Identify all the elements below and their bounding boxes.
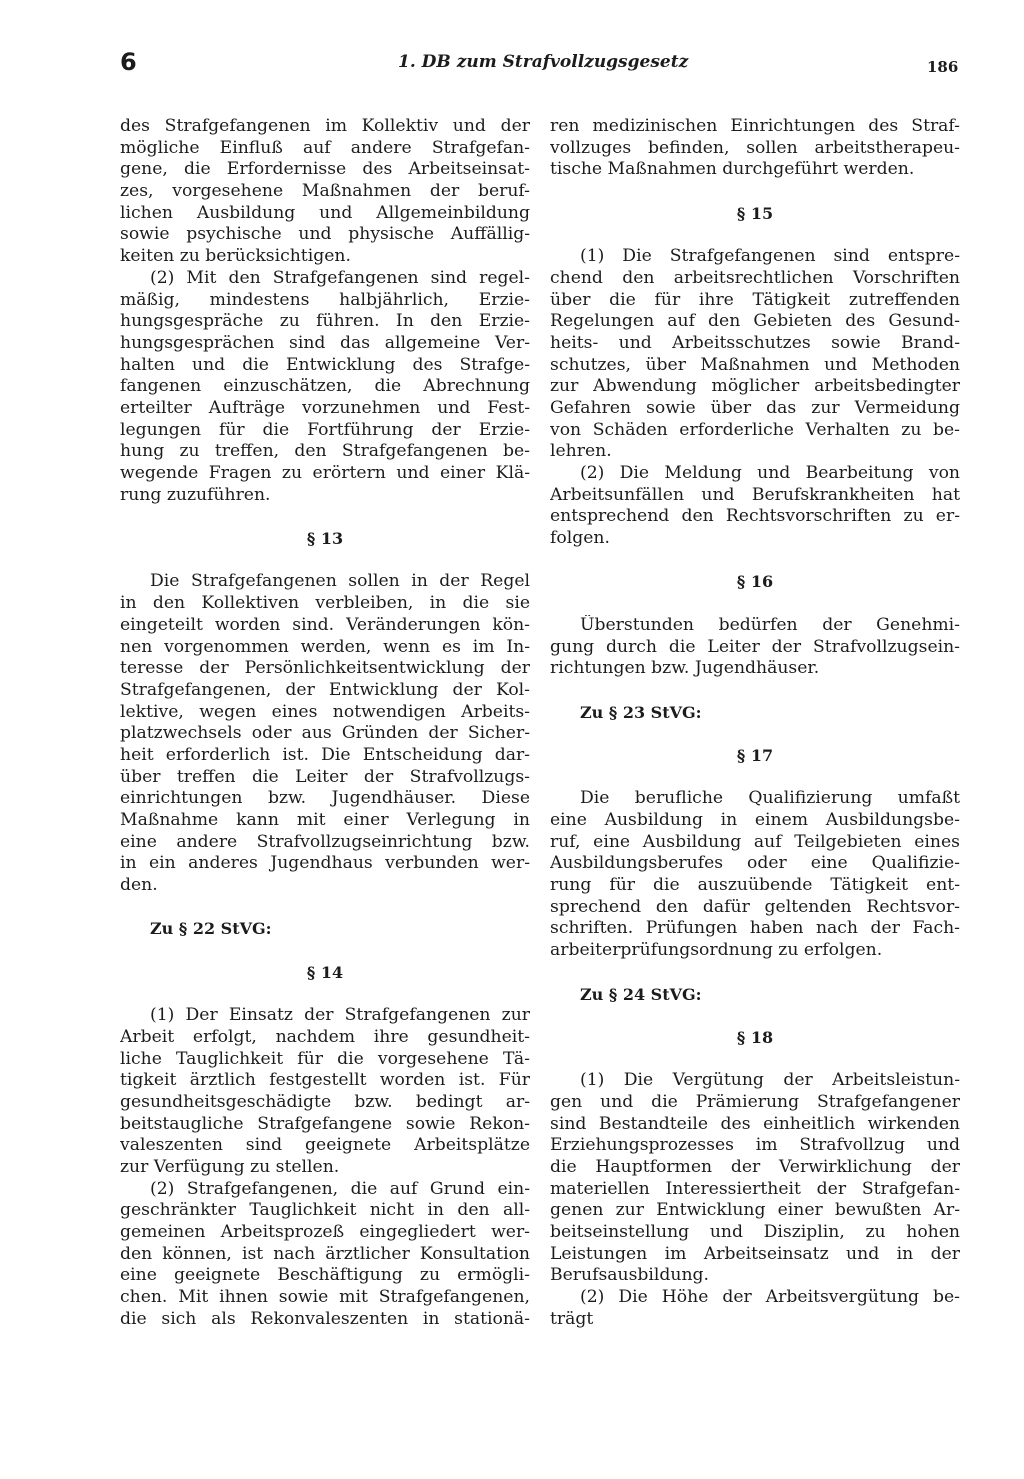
text-line: keiten zu berücksichtigen.	[120, 246, 351, 267]
text-line: chend den arbeitsrechtlichen Vorschriften	[550, 267, 960, 288]
running-title: 1. DB zum Strafvollzugsgesetz	[398, 52, 689, 72]
text-line: (1) Der Einsatz der Strafgefangenen zur	[150, 1005, 530, 1026]
paragraph	[550, 463, 960, 550]
text-line: (2) Die Meldung und Bearbeitung von	[580, 463, 960, 483]
text-line: liche Tauglichkeit für die vorgesehene Tä-	[120, 1048, 530, 1069]
text-line: sprechend den dafür geltenden Rechtsvor-	[550, 896, 960, 917]
text-line: Leistungen im Arbeitseinsatz und in der	[550, 1243, 960, 1264]
text-line: (1) Die Vergütung der Arbeitsleistun-	[580, 1070, 960, 1091]
paragraph	[120, 268, 530, 507]
text-line: Die Strafgefangenen sollen in der Regel	[150, 571, 530, 592]
text-line: gesundheitsgeschädigte bzw. bedingt ar-	[120, 1091, 530, 1112]
text-line: in den Kollektiven verbleiben, in die sie	[120, 593, 530, 614]
text-line: lichen Ausbildung und Allgemeinbildung	[120, 202, 530, 223]
law-reference-heading: Zu § 22 StVG:	[150, 919, 272, 939]
text-line: eingeteilt worden sind. Veränderungen kön-	[120, 614, 530, 635]
paragraph	[550, 615, 960, 680]
text-line: beitstaugliche Strafgefangene sowie Rekon-	[120, 1113, 530, 1134]
law-reference-heading: Zu § 24 StVG:	[580, 984, 702, 1004]
text-line: beitseinstellung und Disziplin, zu hohen	[550, 1222, 960, 1243]
text-line: die sich als Rekonvaleszenten in stationä-	[120, 1308, 530, 1329]
text-line: gen und die Prämierung Strafgefangener	[550, 1091, 960, 1112]
text-line: geschränkter Tauglichkeit nicht in den all-	[120, 1200, 530, 1221]
text-line: des Strafgefangenen im Kollektiv und der	[120, 116, 530, 136]
text-line: Erziehungsprozesses im Strafvollzug und	[550, 1135, 960, 1156]
text-line: teresse der Persönlichkeitsentwicklung der	[120, 658, 530, 679]
text-line: über treffen die Leiter der Strafvollzugs-	[120, 766, 530, 787]
text-line: lehren.	[550, 441, 612, 462]
paragraph	[120, 571, 530, 896]
text-line: fangenen einzuschätzen, die Abrechnung	[120, 376, 530, 397]
text-line: materiellen Interessiertheit der Strafgefan-	[550, 1178, 960, 1199]
text-line: den.	[120, 875, 158, 896]
text-line: (2) Die Höhe der Arbeitsvergütung be-	[580, 1287, 960, 1308]
text-line: in ein anderes Jugendhaus verbunden wer-	[120, 853, 530, 874]
text-line: die Hauptformen der Verwirklichung der	[550, 1157, 960, 1177]
text-line: Gefahren sowie über das zur Vermeidung	[550, 397, 960, 418]
text-line: sind Bestandteile des einheitlich wirkenden	[550, 1113, 960, 1134]
text-line: schutzes, über Maßnahmen und Methoden	[550, 354, 960, 375]
text-line: tische Maßnahmen durchgeführt werden.	[550, 159, 915, 180]
text-line: (2) Mit den Strafgefangenen sind regel-	[150, 267, 530, 288]
right-column	[550, 116, 960, 1331]
text-line: hungsgespräche zu führen. In den Erzie-	[120, 311, 530, 332]
section-heading: § 18	[736, 1027, 774, 1047]
text-line: hung zu treffen, den Strafgefangenen be-	[120, 441, 530, 462]
text-line: erteilter Aufträge vorzunehmen und Fest-	[120, 397, 530, 418]
text-line: chen. Mit ihnen sowie mit Strafgefangenen,	[120, 1287, 530, 1308]
text-line: zur Abwendung möglicher arbeitsbedingter	[550, 376, 960, 397]
text-line: trägt	[550, 1308, 594, 1329]
text-line: valeszenten sind geeignete Arbeitsplätze	[120, 1135, 530, 1156]
paragraph	[120, 1005, 530, 1179]
text-line: folgen.	[550, 528, 610, 549]
text-line: rung zuzuführen.	[120, 484, 271, 505]
text-line: nen vorgenommen werden, wenn es im In-	[120, 636, 530, 657]
text-line: (1) Die Strafgefangenen sind entspre-	[580, 246, 960, 267]
text-line: hungsgesprächen sind das allgemeine Ver-	[120, 332, 530, 353]
text-line: richtungen bzw. Jugendhäuser.	[550, 658, 820, 679]
law-reference-heading: Zu § 23 StVG:	[580, 702, 702, 722]
text-line: Regelungen auf den Gebieten des Gesund-	[550, 311, 960, 332]
text-line: Maßnahme kann mit einer Verlegung in	[120, 810, 530, 830]
text-line: heits- und Arbeitsschutzes sowie Brand-	[550, 332, 960, 353]
text-line: genen zur Entwicklung einer bewußten Ar-	[550, 1200, 960, 1221]
paragraph	[550, 1287, 960, 1330]
text-line: mögliche Einfluß auf andere Strafgefan-	[120, 137, 530, 158]
section-heading: § 14	[306, 962, 344, 982]
text-line: eine Ausbildung in einem Ausbildungsbe-	[550, 810, 960, 830]
text-line: Ausbildungsberufes oder eine Qualifizie-	[550, 853, 960, 874]
left-column	[120, 116, 530, 1331]
text-line: ruf, eine Ausbildung auf Teilgebieten eines	[550, 831, 960, 852]
text-line: zur Verfügung zu stellen.	[120, 1157, 340, 1177]
paragraph	[120, 116, 530, 268]
text-line: zes, vorgesehene Maßnahmen der beruf-	[120, 181, 530, 202]
text-line: eine geeignete Beschäftigung zu ermögli-	[120, 1265, 530, 1286]
text-line: entsprechend den Rechtsvorschriften zu er-	[550, 506, 960, 527]
text-line: arbeiterprüfungsordnung zu erfolgen.	[550, 940, 883, 961]
section-heading: § 15	[736, 203, 774, 223]
page-number: 186	[927, 58, 959, 76]
text-line: sowie psychische und physische Auffällig-	[120, 224, 530, 245]
text-line: schriften. Prüfungen haben nach der Fach-	[550, 918, 960, 939]
paragraph	[550, 788, 960, 962]
text-line: Arbeit erfolgt, nachdem ihre gesundheit-	[120, 1026, 530, 1047]
page-header	[0, 48, 1024, 88]
text-line: tigkeit ärztlich festgestellt worden ist. Für	[120, 1070, 530, 1091]
text-line: Arbeitsunfällen und Berufskrankheiten hat	[550, 484, 960, 505]
text-line: Strafgefangenen, der Entwicklung der Kol-	[120, 679, 530, 700]
text-line: vollzuges befinden, sollen arbeitstherapeu-	[550, 137, 960, 158]
section-heading: § 16	[736, 572, 774, 592]
text-line: über die für ihre Tätigkeit zutreffenden	[550, 289, 960, 310]
text-line: Überstunden bedürfen der Genehmi-	[580, 614, 960, 635]
text-line: lektive, wegen eines notwendigen Arbeits-	[120, 701, 530, 722]
text-line: ren medizinischen Einrichtungen des Straf-	[550, 116, 960, 136]
text-line: gene, die Erfordernisse des Arbeitseinsat-	[120, 159, 530, 180]
text-line: gemeinen Arbeitsprozeß eingegliedert wer-	[120, 1222, 530, 1243]
text-line: Berufsausbildung.	[550, 1265, 710, 1286]
paragraph	[550, 246, 960, 463]
text-line: wegende Fragen zu erörtern und einer Klä-	[120, 463, 530, 483]
text-line: Die berufliche Qualifizierung umfaßt	[580, 788, 960, 809]
section-heading: § 13	[306, 529, 344, 549]
paragraph	[550, 1070, 960, 1287]
text-line: legungen für die Fortführung der Erzie-	[120, 419, 530, 440]
text-line: gung durch die Leiter der Strafvollzugsein-	[550, 636, 960, 657]
text-line: (2) Strafgefangenen, die auf Grund ein-	[150, 1178, 530, 1199]
paragraph	[120, 1179, 530, 1331]
text-line: den können, ist nach ärztlicher Konsultation	[120, 1243, 530, 1264]
text-line: rung für die auszuübende Tätigkeit ent-	[550, 875, 960, 896]
text-line: von Schäden erforderliche Verhalten zu be-	[550, 419, 960, 440]
text-line: einrichtungen bzw. Jugendhäuser. Diese	[120, 788, 530, 809]
text-line: halten und die Entwicklung des Strafge-	[120, 354, 530, 375]
chapter-number: 6	[120, 48, 137, 76]
text-line: mäßig, mindestens halbjährlich, Erzie-	[120, 289, 530, 310]
text-line: eine andere Strafvollzugseinrichtung bzw.	[120, 831, 530, 852]
paragraph	[550, 116, 960, 181]
text-line: heit erforderlich ist. Die Entscheidung dar-	[120, 744, 530, 765]
text-line: platzwechsels oder aus Gründen der Sicher-	[120, 723, 530, 744]
section-heading: § 17	[736, 745, 774, 765]
